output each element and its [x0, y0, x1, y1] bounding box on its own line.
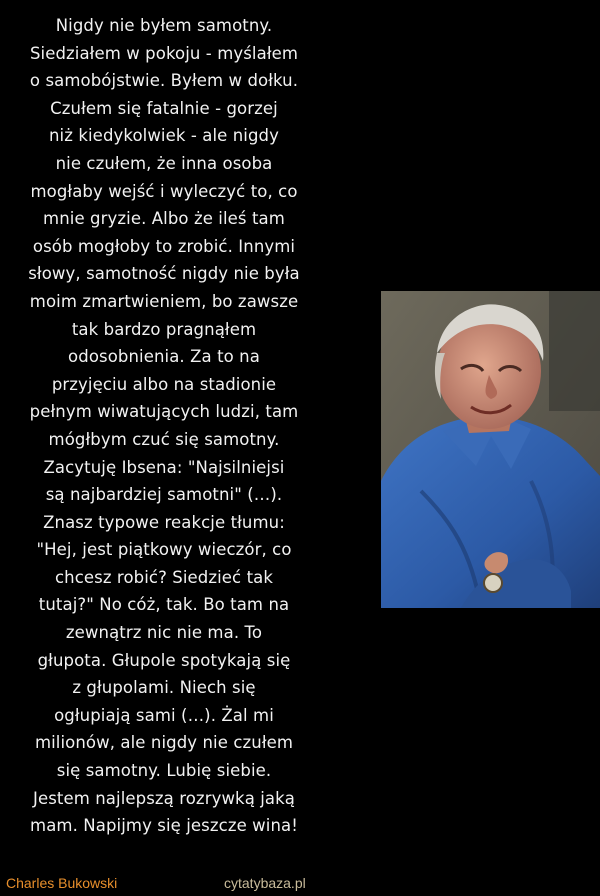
- quote-line: moim zmartwieniem, bo zawsze: [29, 291, 299, 311]
- quote-line: Zacytuję Ibsena: "Najsilniejsi: [43, 457, 285, 477]
- quote-line: odosobnienia. Za to na: [68, 347, 260, 367]
- quote-line: Znasz typowe reakcje tłumu:: [43, 512, 285, 532]
- quote-line: głupota. Głupole spotykają się: [37, 650, 291, 670]
- footer: [0, 870, 600, 896]
- quote-line: Jestem najlepszą rozrywką jaką: [32, 788, 296, 808]
- quote-line: z głupolami. Niech się: [72, 678, 256, 698]
- quote-line: nie czułem, że inna osoba: [55, 153, 273, 173]
- quote-line: przyjęciu albo na stadionie: [51, 374, 277, 394]
- quote-line: "Hej, jest piątkowy wieczór, co: [36, 540, 292, 560]
- quote-line: mógłbym czuć się samotny.: [48, 429, 280, 449]
- quote-line: niż kiedykolwiek - ale nigdy: [49, 126, 279, 146]
- quote-line: milionów, ale nigdy nie czułem: [34, 733, 294, 753]
- quote-line: osób mogłoby to zrobić. Innymi: [32, 236, 296, 256]
- quote-line: się samotny. Lubię siebie.: [56, 761, 272, 781]
- quote-text: [0, 12, 328, 840]
- quote-line: mam. Napijmy się jeszcze wina!: [30, 816, 298, 836]
- quote-line: są najbardziej samotni" (…).: [45, 485, 283, 505]
- quote-line: o samobójstwie. Byłem w dołku.: [29, 71, 299, 91]
- quote-line: pełnym wiwatujących ludzi, tam: [29, 402, 299, 422]
- quote-line: zewnątrz nic nie ma. To: [65, 623, 263, 643]
- quote-line: słowy, samotność nigdy nie była: [28, 264, 300, 284]
- author-name-link[interactable]: Charles Bukowski: [6, 875, 118, 891]
- quote-line: mogłaby wejść i wyleczyć to, co: [30, 181, 298, 201]
- quote-line: chcesz robić? Siedzieć tak: [54, 567, 274, 587]
- quote-line: ogłupiają sami (…). Żal mi: [54, 705, 274, 725]
- quote-line: Nigdy nie byłem samotny.: [55, 16, 273, 35]
- quote-line: mnie gryzie. Albo że ileś tam: [43, 209, 285, 229]
- site-name-link[interactable]: cytatybaza.pl: [224, 875, 306, 891]
- author-photo: [381, 291, 600, 608]
- quote-line: Czułem się fatalnie - gorzej: [50, 98, 278, 118]
- quote-line: Siedziałem w pokoju - myślałem: [29, 43, 299, 63]
- quote-line: tutaj?" No cóż, tak. Bo tam na: [38, 595, 290, 615]
- quote-line: tak bardzo pragnąłem: [71, 319, 257, 339]
